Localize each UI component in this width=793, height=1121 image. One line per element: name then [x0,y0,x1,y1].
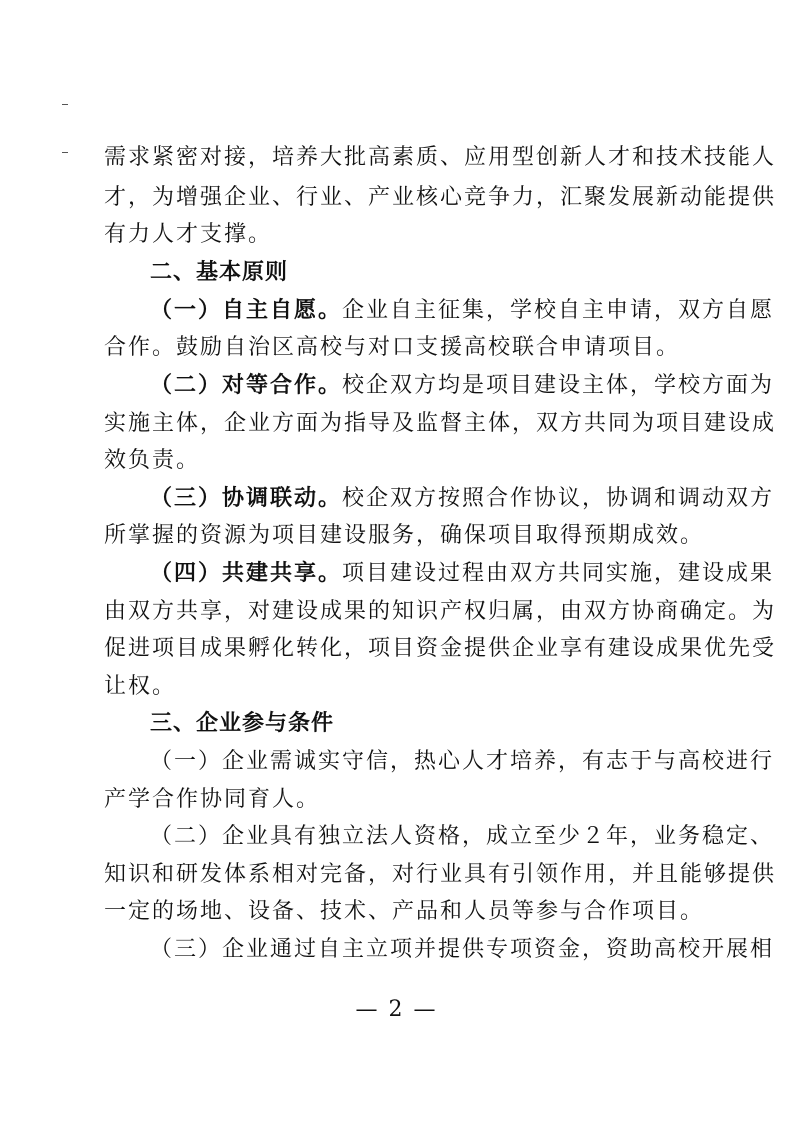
body-line [150,371,774,401]
body-line: 产学合作协同育人。 [104,787,321,812]
body-line: （一）企业需诚实守信，热心人才培养，有志于与高校进行 [150,749,775,774]
section-heading-basic-principles: 二、基本原则 [150,260,289,285]
body-line: 效负责。 [104,448,201,473]
body-line [150,484,774,514]
body-line: 一定的场地、设备、技术、产品和人员等参与合作项目。 [104,899,705,924]
body-line: 合作。鼓励自治区高校与对口支援高校联合申请项目。 [104,335,681,360]
paragraph-text: 企业自主征集，学校自主申请，双方自愿 [342,298,775,323]
subheading-co-construction: （四）共建共享。 [150,561,343,586]
body-line: 有力人才支撑。 [104,222,273,247]
body-line: 所掌握的资源为项目建设服务，确保项目取得预期成效。 [104,523,705,548]
paragraph-text: 项目建设过程由双方共同实施，建设成果 [342,561,775,586]
subheading-autonomy: （一）自主自愿。 [150,298,343,323]
body-line: 由双方共享，对建设成果的知识产权归属，由双方协商确定。为 [104,599,777,624]
body-line: 才，为增强企业、行业、产业核心竞争力，汇聚发展新动能提供 [104,185,777,210]
body-line: 实施主体，企业方面为指导及监督主体，双方共同为项目建设成 [104,411,777,436]
subheading-equal-cooperation: （二）对等合作。 [150,373,343,398]
body-line [150,559,774,589]
margin-mark [62,152,68,153]
body-line: 促进项目成果孵化转化，项目资金提供企业享有建设成果优先受 [104,636,777,661]
body-line: 需求紧密对接，培养大批高素质、应用型创新人才和技术技能人 [104,145,777,170]
subheading-coordination: （三）协调联动。 [150,486,343,511]
paragraph-text: 校企双方按照合作协议，协调和调动双方 [342,486,775,511]
margin-mark [62,104,68,105]
body-line: （三）企业通过自主立项并提供专项资金，资助高校开展相 [150,937,775,962]
body-line: 知识和研发体系相对完备，对行业具有引领作用，并且能够提供 [104,862,777,887]
body-line: 让权。 [104,674,177,699]
section-heading-participation-conditions: 三、企业参与条件 [150,711,335,736]
body-line: （二）企业具有独立法人资格，成立至少２年，业务稳定、 [150,824,775,849]
page-number: — 2 — [355,997,438,1022]
body-line [150,296,774,326]
paragraph-text: 校企双方均是项目建设主体，学校方面为 [342,373,775,398]
